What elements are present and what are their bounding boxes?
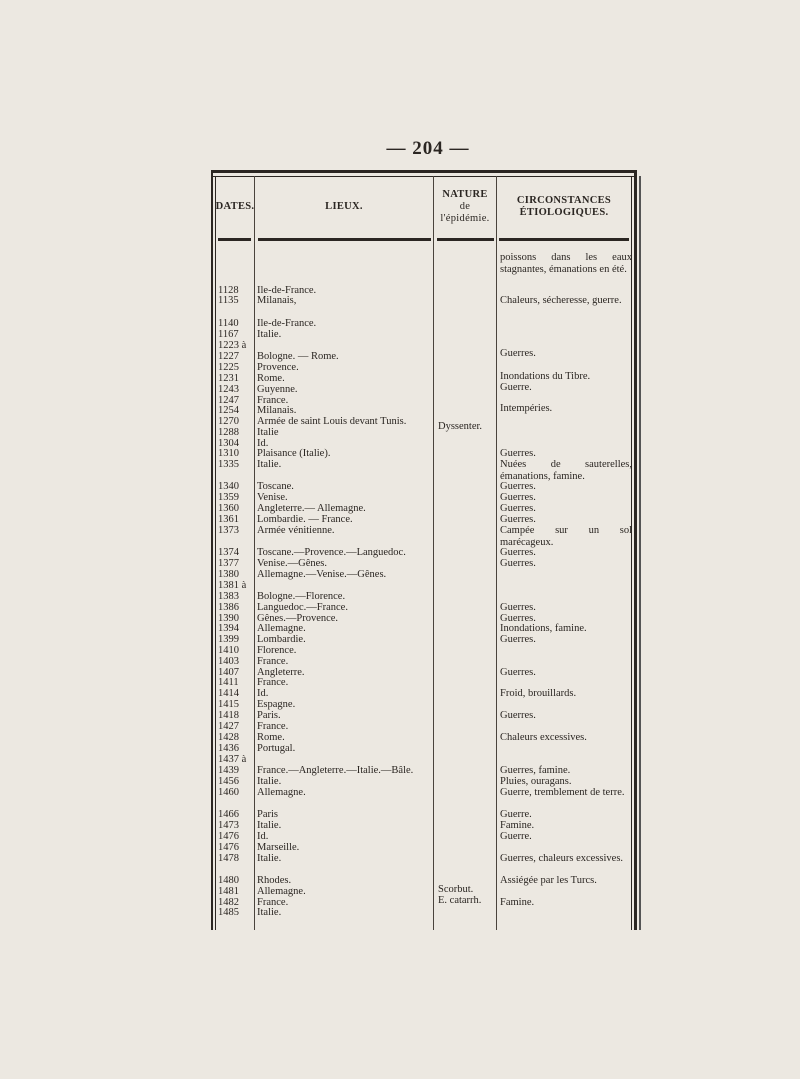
- circonstance-cell: Pluies, ouragans.: [500, 776, 572, 787]
- lieu-cell: France.: [257, 395, 289, 406]
- lieu-cell: Italie.: [257, 907, 282, 918]
- circonstance-cell: Guerre.: [500, 831, 532, 842]
- circonstance-cell: Chaleurs excessives.: [500, 732, 587, 743]
- lieu-cell: Venise.—Gênes.: [257, 558, 327, 569]
- date-cell: 1225: [218, 362, 239, 373]
- nature-cell: Dyssenter.: [438, 421, 483, 432]
- frame-rule: [639, 176, 641, 930]
- circonstance-cell: Assiégée par les Turcs.: [500, 875, 597, 886]
- circonstance-cell: Inondations, famine.: [500, 623, 587, 634]
- date-cell: 1288: [218, 427, 239, 438]
- date-cell: 1399: [218, 634, 239, 645]
- date-cell: 1411: [218, 677, 239, 688]
- lieu-cell: Toscane.—Provence.—Languedoc.: [257, 547, 406, 558]
- lieu-cell: Rome.: [257, 732, 285, 743]
- lieu-cell: Italie.: [257, 459, 282, 470]
- date-cell: 1360: [218, 503, 239, 514]
- lieu-cell: Id.: [257, 438, 269, 449]
- lieu-cell: Bologne. — Rome.: [257, 351, 339, 362]
- date-cell: 1359: [218, 492, 239, 503]
- header-nature: [434, 176, 496, 238]
- lieu-cell: Allemagne.—Venise.—Gênes.: [257, 569, 387, 580]
- column-separator: [496, 176, 497, 930]
- circonstance-cell: Guerres, chaleurs excessives.: [500, 853, 624, 864]
- date-cell: 1428: [218, 732, 239, 743]
- date-cell: 1135: [218, 295, 239, 306]
- date-cell: 1374: [218, 547, 239, 558]
- lieu-cell: Rhodes.: [257, 875, 292, 886]
- circonstance-cell: Guerre, tremblement de terre.: [500, 787, 625, 798]
- circ-continuation: poissons dans les eaux stagnantes, émanations en été.: [500, 252, 632, 275]
- date-cell: 1247: [218, 395, 239, 406]
- header-circonstances: CIRCONSTANCES ÉTIOLOGIQUES.: [516, 195, 612, 218]
- lieu-cell: Italie.: [257, 820, 282, 831]
- lieu-cell: Espagne.: [257, 699, 296, 710]
- circonstance-cell: Guerres.: [500, 481, 536, 492]
- lieu-cell: Italie.: [257, 853, 282, 864]
- lieu-cell: Italie.: [257, 776, 282, 787]
- page-number: — 204 —: [386, 138, 470, 159]
- date-cell: 1480: [218, 875, 239, 886]
- date-cell: 1227: [218, 351, 239, 362]
- column-separator: [433, 176, 434, 930]
- lieu-cell: Toscane.: [257, 481, 294, 492]
- date-cell: 1414: [218, 688, 239, 699]
- header-dates: DATES.: [215, 201, 255, 212]
- circonstance-cell: Guerres.: [500, 503, 536, 514]
- date-cell: 1335: [218, 459, 239, 470]
- circonstance-cell: Inondations du Tibre.: [500, 371, 591, 382]
- date-cell: 1390: [218, 613, 239, 624]
- date-cell: 1223 à: [218, 340, 247, 351]
- date-cell: 1383: [218, 591, 239, 602]
- circonstance-cell: Chaleurs, sécheresse, guerre.: [500, 295, 622, 306]
- circonstance-cell: Guerres.: [500, 514, 536, 525]
- circonstance-cell: Guerres.: [500, 558, 536, 569]
- date-cell: 1427: [218, 721, 239, 732]
- lieu-cell: Allemagne.: [257, 787, 306, 798]
- circonstance-cell: Guerres.: [500, 613, 536, 624]
- header-rule: [437, 238, 494, 241]
- lieu-cell: Gênes.—Provence.: [257, 613, 339, 624]
- circonstance-cell: Nuées de sauterelles, émanations, famine.: [500, 459, 632, 482]
- lieu-cell: Languedoc.—France.: [257, 602, 348, 613]
- lieu-cell: Id.: [257, 831, 269, 842]
- circonstance-cell: Guerres.: [500, 547, 536, 558]
- lieu-cell: Ile-de-France.: [257, 318, 317, 329]
- date-cell: 1460: [218, 787, 239, 798]
- date-cell: 1436: [218, 743, 239, 754]
- lieu-cell: France.: [257, 897, 289, 908]
- frame-rule: [215, 176, 216, 930]
- header-rule: [499, 238, 629, 241]
- lieu-cell: Angleterre.— Allemagne.: [257, 503, 366, 514]
- date-cell: 1437 à: [218, 754, 247, 765]
- circonstance-cell: Froid, brouillards.: [500, 688, 577, 699]
- circonstance-cell: Famine.: [500, 820, 535, 831]
- header-nature-line: de: [459, 201, 471, 212]
- lieu-cell: Marseille.: [257, 842, 300, 853]
- lieu-cell: Bologne.—Florence.: [257, 591, 346, 602]
- circonstance-cell: Guerres.: [500, 602, 536, 613]
- date-cell: 1482: [218, 897, 239, 908]
- circonstance-cell: Guerre.: [500, 809, 532, 820]
- date-cell: 1410: [218, 645, 239, 656]
- date-cell: 1254: [218, 405, 239, 416]
- lieu-cell: France.: [257, 656, 289, 667]
- lieu-cell: Paris.: [257, 710, 281, 721]
- date-cell: 1231: [218, 373, 239, 384]
- date-cell: 1381 à: [218, 580, 247, 591]
- date-cell: 1310: [218, 448, 239, 459]
- date-cell: 1394: [218, 623, 239, 634]
- date-cell: 1481: [218, 886, 239, 897]
- lieu-cell: Armée de saint Louis devant Tunis.: [257, 416, 407, 427]
- date-cell: 1466: [218, 809, 239, 820]
- date-cell: 1167: [218, 329, 239, 340]
- lieu-cell: Plaisance (Italie).: [257, 448, 331, 459]
- nature-cell: E. catarrh.: [438, 895, 482, 906]
- date-cell: 1476: [218, 831, 239, 842]
- lieu-cell: Venise.: [257, 492, 288, 503]
- date-cell: 1485: [218, 907, 239, 918]
- circonstance-cell: Intempéries.: [500, 403, 553, 414]
- date-cell: 1476: [218, 842, 239, 853]
- circonstance-cell: Famine.: [500, 897, 535, 908]
- lieu-cell: Paris: [257, 809, 278, 820]
- header-rule: [258, 238, 431, 241]
- circonstance-cell: Guerres.: [500, 492, 536, 503]
- date-cell: 1418: [218, 710, 239, 721]
- date-cell: 1415: [218, 699, 239, 710]
- lieu-cell: Provence.: [257, 362, 299, 373]
- lieu-cell: Italie: [257, 427, 279, 438]
- lieu-cell: France.—Angleterre.—Italie.—Bâle.: [257, 765, 414, 776]
- circonstance-cell: Guerres.: [500, 448, 536, 459]
- date-cell: 1270: [218, 416, 239, 427]
- date-cell: 1340: [218, 481, 239, 492]
- lieu-cell: Italie.: [257, 329, 282, 340]
- header-rule: [218, 238, 251, 241]
- date-cell: 1140: [218, 318, 239, 329]
- date-cell: 1478: [218, 853, 239, 864]
- date-cell: 1243: [218, 384, 239, 395]
- date-cell: 1361: [218, 514, 239, 525]
- circonstance-cell: Guerre.: [500, 382, 532, 393]
- date-cell: 1407: [218, 667, 239, 678]
- date-cell: 1377: [218, 558, 239, 569]
- circonstance-cell: Guerres.: [500, 348, 536, 359]
- lieu-cell: Guyenne.: [257, 384, 298, 395]
- lieu-cell: France.: [257, 677, 289, 688]
- lieu-cell: Angleterre.: [257, 667, 305, 678]
- date-cell: 1386: [218, 602, 239, 613]
- header-nature-line: NATURE: [442, 189, 488, 200]
- lieu-cell: France.: [257, 721, 289, 732]
- lieu-cell: Lombardie.: [257, 634, 306, 645]
- date-cell: 1128: [218, 285, 239, 296]
- circonstance-cell: Guerres, famine.: [500, 765, 571, 776]
- lieu-cell: Ile-de-France.: [257, 285, 317, 296]
- date-cell: 1456: [218, 776, 239, 787]
- lieu-cell: Milanais,: [257, 295, 297, 306]
- lieu-cell: Rome.: [257, 373, 285, 384]
- lieu-cell: Milanais.: [257, 405, 297, 416]
- nature-cell: Scorbut.: [438, 884, 474, 895]
- circonstance-cell: Guerres.: [500, 634, 536, 645]
- lieu-cell: Allemagne.: [257, 623, 306, 634]
- circonstance-cell: Guerres.: [500, 667, 536, 678]
- date-cell: 1473: [218, 820, 239, 831]
- date-cell: 1403: [218, 656, 239, 667]
- lieu-cell: Allemagne.: [257, 886, 306, 897]
- circonstance-cell: Campée sur un sol marécageux.: [500, 525, 632, 548]
- lieu-cell: Id.: [257, 688, 269, 699]
- date-cell: 1380: [218, 569, 239, 580]
- header-nature-line: l'épidémie.: [440, 213, 490, 224]
- lieu-cell: Armée vénitienne.: [257, 525, 335, 536]
- header-lieux: LIEUX.: [325, 201, 363, 212]
- date-cell: 1439: [218, 765, 239, 776]
- lieu-cell: Florence.: [257, 645, 297, 656]
- date-cell: 1304: [218, 438, 239, 449]
- lieu-cell: Portugal.: [257, 743, 296, 754]
- lieu-cell: Lombardie. — France.: [257, 514, 353, 525]
- date-cell: 1373: [218, 525, 239, 536]
- circonstance-cell: Guerres.: [500, 710, 536, 721]
